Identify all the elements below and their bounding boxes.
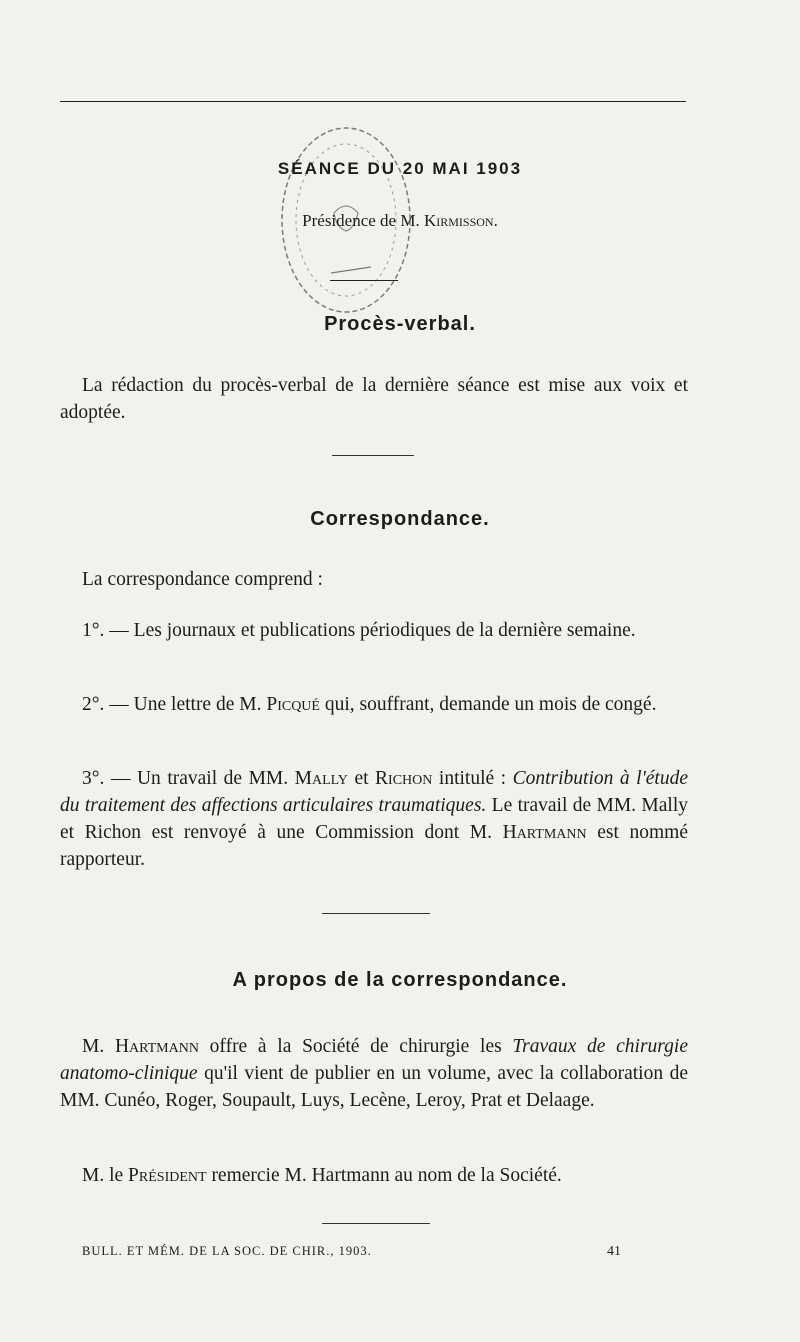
item3-and: et [347,768,376,789]
apropos-title: A propos de la correspondance. [232,969,568,991]
correspondance-item-2 [60,691,688,718]
correspondance-item-3 [60,765,688,873]
correspondance-intro: La correspondance comprend : [82,569,323,590]
item3-pre: 3°. — Un travail de MM. [82,768,295,789]
item3-title: Contribution à l'étude du traitement des affections articulaires traumatiques. [60,768,688,816]
p1-pre: M. [82,1036,115,1057]
proces-verbal-title: Procès-verbal. [324,313,476,335]
apropos-paragraph-2 [60,1162,688,1189]
top-rule [60,101,686,102]
separator-2 [322,913,430,914]
presidence-line [0,211,800,231]
footer-citation: BULL. ET MÉM. DE LA SOC. DE CHIR., 1903. [82,1244,372,1258]
p1-title: Travaux de chirurgie anatomo-clinique [60,1036,688,1084]
presidence-suffix: . [493,211,498,230]
item2-name: Picqué [266,694,320,715]
p1-mid: offre à la Société de chirurgie les [198,1036,513,1057]
item3-post-pre: Le travail de MM. Mally et Richon est renvoyé à une Commission dont M. [60,795,688,843]
item2-pre: 2°. — Une lettre de M. [82,694,267,715]
item3-name3: Hartmann [502,822,587,843]
p2-post: remercie M. Hartmann au nom de la Société. [206,1165,562,1186]
item3-post-end: est nommé rapporteur. [60,822,688,870]
correspondance-item-1: 1°. — Les journaux et publications périodiques de la dernière semaine. [82,620,636,641]
proces-verbal-text: La rédaction du procès-verbal de la dernière séance est mise aux voix et adoptée. [60,375,688,423]
p2-name: Président [128,1165,207,1186]
p1-name: Hartmann [114,1036,199,1057]
stamp-rule [330,280,398,281]
separator-1 [332,455,414,456]
p1-post: qu'il vient de publier en un volume, avec la collaboration de MM. Cunéo, Roger, Soupault, Luys, Lecène, Leroy, Prat et Delaage. [60,1063,688,1111]
page-number: 41 [607,1244,621,1259]
item3-mid: intitulé : [432,768,513,789]
p2-pre: M. le [82,1165,129,1186]
item3-name1: Mally [294,768,348,789]
correspondance-title: Correspondance. [310,508,490,530]
item2-post: qui, souffrant, demande un mois de congé. [319,694,657,715]
president-name: Kirmisson [423,211,494,230]
presidence-prefix: Présidence de M. [302,211,424,230]
separator-3 [322,1223,430,1224]
apropos-paragraph-1 [60,1033,688,1114]
item3-name2: Richon [375,768,433,789]
seance-heading: SÉANCE DU 20 MAI 1903 [277,159,523,178]
